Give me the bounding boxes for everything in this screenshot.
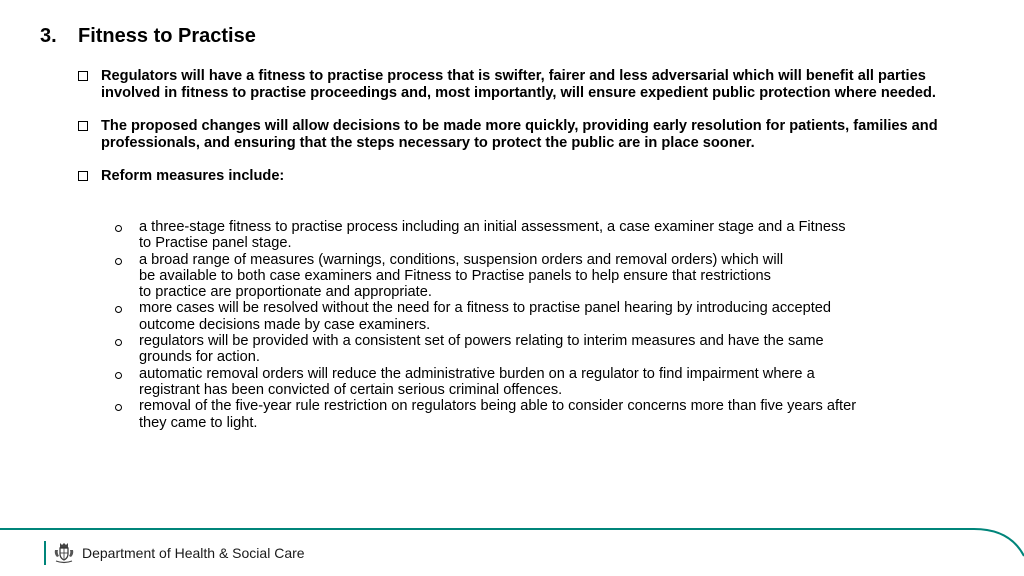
key-point	[76, 118, 988, 151]
reform-measure-line: to practice are proportionate and appropriate.	[139, 284, 432, 301]
checkbox-bullet-icon	[78, 71, 88, 81]
reform-measure-line: regulators will be provided with a consistent set of powers relating to interim measures and have the same	[139, 333, 824, 350]
circle-bullet-icon	[115, 339, 122, 346]
reform-measure-line: to Practise panel stage.	[139, 235, 292, 252]
reform-measure-line: more cases will be resolved without the need for a fitness to practise panel hearing by introducing accepted	[139, 300, 831, 317]
key-point	[76, 168, 988, 185]
section-title: Fitness to Practise	[78, 25, 256, 47]
circle-bullet-icon	[115, 404, 122, 411]
department-name: Department of Health & Social Care	[82, 545, 305, 561]
reform-measure-line: registrant has been convicted of certain serious criminal offences.	[139, 381, 563, 398]
key-points	[76, 68, 988, 202]
circle-bullet-icon	[115, 258, 122, 265]
checkbox-bullet-icon	[78, 121, 88, 131]
reform-measure-line: a broad range of measures (warnings, conditions, suspension orders and removal orders) which will	[139, 251, 784, 268]
key-point-text: Regulators will have a fitness to practise process that is swifter, fairer and less adversarial which will benefit all parties involved in fitness to practise proceedings and, most importantly, will ensure expedient public protection where needed.	[101, 68, 936, 101]
royal-crest-icon	[52, 541, 76, 565]
key-point	[76, 68, 988, 101]
circle-bullet-icon	[115, 306, 122, 313]
key-point-text: The proposed changes will allow decisions to be made more quickly, providing early resolution for patients, families and professionals, and ensuring that the steps necessary to protect the public are in place sooner.	[101, 118, 938, 151]
key-point-text: Reform measures include:	[101, 168, 285, 184]
reform-measures-list	[114, 219, 990, 431]
reform-measure-line: removal of the five-year rule restriction on regulators being able to consider concerns more than five years after	[139, 398, 857, 415]
reform-measure-line: automatic removal orders will reduce the administrative burden on a regulator to find impairment where a	[139, 365, 815, 382]
footer-divider	[44, 541, 46, 565]
reform-measure	[114, 366, 990, 399]
reform-measure	[114, 219, 990, 252]
section-number: 3.	[40, 25, 57, 47]
reform-measure	[114, 300, 990, 333]
reform-measure-line: a three-stage fitness to practise process including an initial assessment, a case examiner stage and a Fitness	[139, 219, 846, 235]
circle-bullet-icon	[115, 225, 122, 232]
reform-measure-line: grounds for action.	[139, 349, 260, 366]
reform-measure	[114, 398, 990, 431]
circle-bullet-icon	[115, 372, 122, 379]
reform-measure-line: outcome decisions made by case examiners.	[139, 316, 431, 333]
reform-measure-line: they came to light.	[139, 414, 258, 431]
reform-measure	[114, 252, 990, 301]
section-heading	[40, 24, 256, 48]
reform-measure	[114, 333, 990, 366]
checkbox-bullet-icon	[78, 171, 88, 181]
reform-measure-line: be available to both case examiners and Fitness to Practise panels to help ensure that restrictions	[139, 267, 771, 284]
